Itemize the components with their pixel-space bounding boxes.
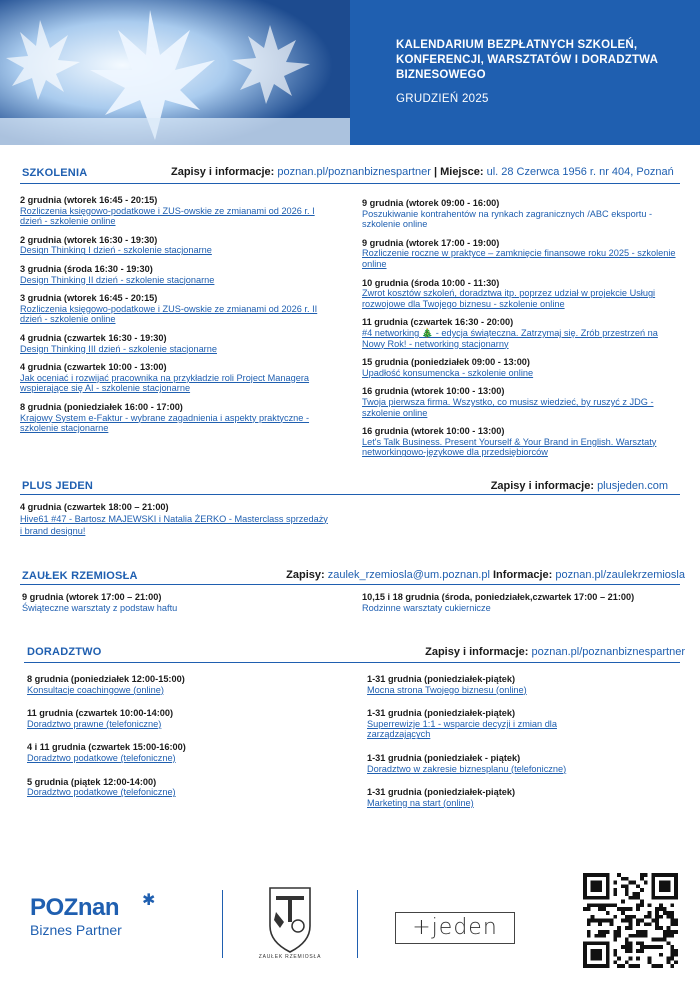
signup-label: Zapisy i informacje: — [490, 480, 594, 492]
signup-label: Zapisy i informacje: — [171, 166, 275, 178]
event-link[interactable]: Design Thinking I dzień - szkolenie stacjonarne — [20, 245, 212, 256]
event-item: 15 grudnia (poniedziałek 09:00 - 13:00) Upadłość konsumencka - szkolenie online — [362, 357, 680, 378]
event-text: Poszukiwanie kontrahentów na rynkach zagranicznych /ABC eksportu - szkolenie online — [362, 208, 653, 230]
info-label: Informacje: — [493, 569, 553, 581]
event-link[interactable]: Krajowy System e-Faktur - wybrane zagadnienia i aspekty praktyczne - szkolenie stacjonarne — [20, 412, 310, 434]
signup-label: Zapisy i informacje: — [425, 646, 529, 658]
event-item: 11 grudnia (czwartek 16:30 - 20:00) #4 networking 🎄 - edycja świąteczna. Zatrzymaj się. Zrób przestrzeń na Nowy Rok! - networking stacjonarny — [362, 317, 680, 349]
doradztwo-right-column — [367, 674, 607, 808]
event-link[interactable]: Zwrot kosztów szkoleń, doradztwa itp. poprzez udział w projekcie Usługi rozwojowe dla Twojego biznesu - szkolenie online — [362, 288, 656, 309]
header-image — [0, 0, 350, 145]
event-link[interactable]: Let's Talk Business. Present Yourself & Your Brand in English. Warsztaty networkingowo-językowe dla przedsiębiorców — [362, 436, 657, 458]
event-link[interactable]: Rozliczenie roczne w praktyce – zamknięcie finansowe roku 2025 - szkolenie online — [362, 248, 676, 269]
qr-code[interactable] — [583, 873, 678, 973]
event-item: 4 grudnia (czwartek 18:00 – 21:00) Hive61 #47 - Bartosz MAJEWSKI i Natalia ŻERKO - Masterclass sprzedaży i brand designu! — [20, 502, 330, 537]
event-link[interactable]: Jak oceniać i rozwijać pracownika na przykładzie roli Project Managera wspierające się AI - szkolenie stacjonarne — [20, 372, 310, 394]
event-item: 11 grudnia (czwartek 10:00-14:00) Doradztwo prawne (telefoniczne) — [27, 708, 327, 729]
separator: | — [433, 166, 438, 178]
doradztwo-info — [425, 646, 685, 658]
event-item: 9 grudnia (wtorek 17:00 - 19:00) Rozliczenie roczne w praktyce – zamknięcie finansowe roku 2025 - szkolenie online — [362, 238, 680, 270]
header-banner — [350, 0, 700, 145]
event-item: 1-31 grudnia (poniedziałek - piątek) Doradztwo w zakresie biznesplanu (telefoniczne) — [367, 753, 607, 774]
event-link[interactable]: Doradztwo podatkowe (telefoniczne) — [27, 787, 176, 798]
event-text: Świąteczne warsztaty z podstaw haftu — [22, 602, 178, 613]
event-item: 4 i 11 grudnia (czwartek 15:00-16:00) Doradztwo podatkowe (telefoniczne) — [27, 742, 327, 763]
event-link[interactable]: #4 networking 🎄 - edycja świąteczna. Zatrzymaj się. Zrób przestrzeń na Nowy Rok! - networking stacjonarny — [362, 327, 658, 349]
event-item: 16 grudnia (wtorek 10:00 - 13:00) Twoja pierwsza firma. Wszystko, co musisz wiedzieć, by ruszyć z JDG - szkolenie online — [362, 386, 680, 418]
event-item: 8 grudnia (poniedziałek 16:00 - 17:00) Krajowy System e-Faktur - wybrane zagadnienia i aspekty praktyczne - szkolenie stacjonarne — [20, 402, 320, 434]
szkolenia-right-column — [362, 198, 680, 458]
footer-divider — [222, 890, 223, 958]
section-divider — [20, 183, 680, 184]
event-item: 2 grudnia (wtorek 16:45 - 20:15) Rozliczenia księgowo-podatkowe i ZUS-owskie ze zmianami od 2026 r. I dzień - szkolenie online — [20, 195, 320, 227]
qr-code-icon — [583, 873, 678, 968]
szkolenia-info — [171, 166, 674, 178]
event-link[interactable]: Konsultacje coachingowe (online) — [27, 684, 164, 695]
page-month: GRUDZIEŃ 2025 — [396, 93, 489, 105]
event-item: 4 grudnia (czwartek 16:30 - 19:30) Design Thinking III dzień - szkolenie stacjonarne — [20, 333, 320, 354]
signup-link[interactable]: poznan.pl/poznanbiznespartner — [277, 166, 431, 178]
signup-link[interactable]: poznan.pl/poznanbiznespartner — [531, 646, 685, 658]
footer-divider — [357, 890, 358, 958]
info-link[interactable]: poznan.pl/zaulekrzemiosla — [555, 569, 685, 581]
event-link[interactable]: Doradztwo podatkowe (telefoniczne) — [27, 752, 176, 763]
event-link[interactable]: Upadłość konsumencka - szkolenie online — [362, 367, 534, 378]
event-item: 1-31 grudnia (poniedziałek-piątek) Marketing na start (online) — [367, 787, 607, 808]
event-link[interactable]: Hive61 #47 - Bartosz MAJEWSKI i Natalia ŻERKO - Masterclass sprzedaży i brand designu! — [20, 513, 328, 536]
event-item: 16 grudnia (wtorek 10:00 - 13:00) Let's Talk Business. Present Yourself & Your Brand in English. Warsztaty networkingowo-językowe dla przedsiębiorców — [362, 426, 680, 458]
event-link[interactable]: Rozliczenia księgowo-podatkowe i ZUS-owskie ze zmianami od 2026 r. I dzień - szkolenie online — [20, 205, 315, 227]
section-divider — [20, 494, 680, 495]
event-item: 1-31 grudnia (poniedziałek-piątek) Mocna strona Twojego biznesu (online) — [367, 674, 607, 695]
zaulek-rzemiosla-logo: ZAUŁEK RZEMIOSŁA — [262, 882, 318, 962]
event-item: 3 grudnia (środa 16:30 - 19:30) Design Thinking II dzień - szkolenie stacjonarne — [20, 264, 320, 285]
poznan-biznes-partner-logo: POZnan Biznes Partner ✱ — [30, 892, 156, 938]
event-item: 10 grudnia (środa 10:00 - 11:30) Zwrot kosztów szkoleń, doradztwa itp. poprzez udział w projekcie Usługi rozwojowe dla Twojego biznesu - szkolenie online — [362, 278, 680, 310]
place-value: ul. 28 Czerwca 1956 r. nr 404, Poznań — [486, 166, 674, 178]
event-link[interactable]: Mocna strona Twojego biznesu (online) — [367, 684, 527, 695]
event-item: 3 grudnia (wtorek 16:45 - 20:15) Rozliczenia księgowo-podatkowe i ZUS-owskie ze zmianami od 2026 r. II dzień - szkolenie online — [20, 293, 320, 325]
szkolenia-left-column — [20, 195, 320, 434]
event-link[interactable]: Doradztwo w zakresie biznesplanu (telefoniczne) — [367, 763, 567, 774]
section-title-doradztwo: DORADZTWO — [27, 646, 102, 658]
event-item: 2 grudnia (wtorek 16:30 - 19:30) Design Thinking I dzień - szkolenie stacjonarne — [20, 235, 320, 256]
event-link[interactable]: Twoja pierwsza firma. Wszystko, co musisz wiedzieć, by ruszyć z JDG - szkolenie online — [362, 396, 654, 418]
event-link[interactable]: Rozliczenia księgowo-podatkowe i ZUS-owskie ze zmianami od 2026 r. II dzień - szkolenie online — [20, 303, 318, 325]
event-link[interactable]: Superrewizje 1:1 - wsparcie decyzji i zmian dla zarządzających — [367, 718, 557, 740]
event-link[interactable]: Design Thinking III dzień - szkolenie stacjonarne — [20, 343, 217, 354]
event-item: 4 grudnia (czwartek 10:00 - 13:00) Jak oceniać i rozwijać pracownika na przykładzie roli Project Managera wspierające się AI - szkolenie stacjonarne — [20, 362, 320, 394]
star-icon: ✱ — [142, 892, 156, 909]
doradztwo-left-column — [27, 674, 327, 798]
event-link[interactable]: Doradztwo prawne (telefoniczne) — [27, 718, 162, 729]
section-title-zaulek: ZAUŁEK RZEMIOSŁA — [22, 570, 138, 582]
plus-jeden-logo: +jeden — [395, 912, 515, 944]
event-item: 10,15 i 18 grudnia (środa, poniedziałek,czwartek 17:00 – 21:00) Rodzinne warsztaty cukiernicze — [362, 592, 682, 613]
signup-email[interactable]: zaulek_rzemiosla@um.poznan.pl — [327, 569, 490, 581]
zaulek-emblem-icon — [262, 882, 318, 962]
signup-label: Zapisy: — [286, 569, 325, 581]
section-title-plus-jeden: PLUS JEDEN — [22, 480, 94, 492]
signup-link[interactable]: plusjeden.com — [597, 480, 668, 492]
event-text: Rodzinne warsztaty cukiernicze — [362, 602, 491, 613]
event-link[interactable]: Design Thinking II dzień - szkolenie stacjonarne — [20, 274, 215, 285]
event-link[interactable]: Marketing na start (online) — [367, 797, 474, 808]
section-divider — [20, 584, 680, 585]
event-item: 8 grudnia (poniedziałek 12:00-15:00) Konsultacje coachingowe (online) — [27, 674, 327, 695]
frost-leaf-illustration — [0, 0, 350, 145]
place-label: Miejsce: — [440, 166, 484, 178]
event-item: 9 grudnia (wtorek 17:00 – 21:00) Świąteczne warsztaty z podstaw haftu — [22, 592, 332, 613]
section-title-szkolenia: SZKOLENIA — [22, 167, 88, 179]
zaulek-info — [286, 569, 685, 581]
event-item: 9 grudnia (wtorek 09:00 - 16:00) Poszukiwanie kontrahentów na rynkach zagranicznych /ABC eksportu - szkolenie online — [362, 198, 680, 230]
section-divider — [24, 662, 680, 663]
page-title: KALENDARIUM BEZPŁATNYCH SZKOLEŃ, KONFERENCJI, WARSZTATÓW I DORADZTWA BIZNESOWEGO — [396, 39, 658, 81]
event-item: 1-31 grudnia (poniedziałek-piątek) Superrewizje 1:1 - wsparcie decyzji i zmian dla zarządzających — [367, 708, 607, 740]
plus-jeden-info — [491, 480, 668, 492]
event-item: 5 grudnia (piątek 12:00-14:00) Doradztwo podatkowe (telefoniczne) — [27, 777, 327, 798]
